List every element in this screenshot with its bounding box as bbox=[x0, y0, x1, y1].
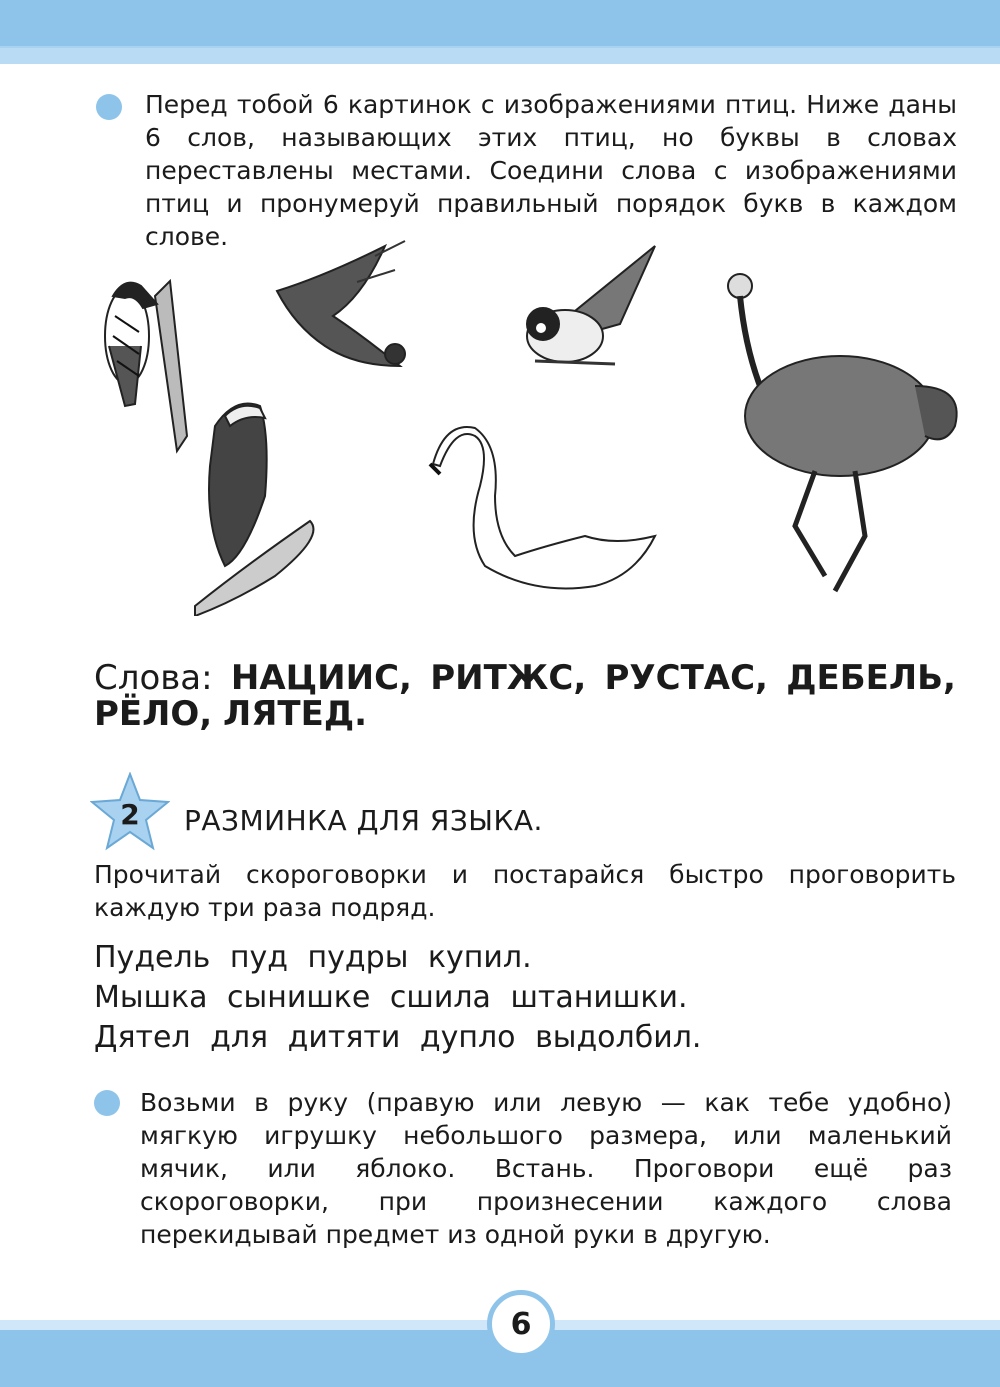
word: ЛЯТЕД. bbox=[223, 694, 368, 734]
page-number: 6 bbox=[487, 1290, 555, 1358]
word: ДЕБЕЛЬ, bbox=[786, 658, 956, 698]
word: РЁЛО, bbox=[94, 694, 213, 734]
top-band-stripe bbox=[0, 46, 1000, 64]
star-icon bbox=[90, 772, 170, 852]
tongue-twister: Дятел для дитяти дупло выдолбил. bbox=[94, 1020, 702, 1055]
section-title: РАЗМИНКА ДЛЯ ЯЗЫКА. bbox=[184, 804, 543, 837]
bullet-icon bbox=[94, 1090, 120, 1116]
swallow-illustration bbox=[277, 241, 405, 366]
task-number: 2 bbox=[120, 798, 140, 831]
word: РУСТАС, bbox=[604, 658, 768, 698]
tongue-twister: Мышка сынишке сшила штанишки. bbox=[94, 980, 688, 1015]
swan-illustration bbox=[430, 427, 655, 588]
task2-instruction: Прочитай скороговорки и постарайся быстро проговорить каждую три раза подряд. bbox=[94, 860, 956, 922]
word: РИТЖС, bbox=[430, 658, 587, 698]
eagle-illustration bbox=[195, 404, 313, 617]
titmouse-illustration bbox=[527, 246, 655, 364]
task-number-badge bbox=[90, 772, 170, 852]
words-list bbox=[94, 660, 956, 732]
bullet-icon bbox=[96, 94, 122, 120]
tongue-twister: Пудель пуд пудры купил. bbox=[94, 940, 532, 975]
ostrich-illustration bbox=[728, 274, 957, 591]
birds-illustration bbox=[95, 236, 965, 616]
exercise-instruction: Возьми в руку (правую или левую — как тебе удобно) мягкую игрушку небольшого размера, или маленький мячик, или яблоко. Встань. Проговори ещё раз скороговорки, при произнесении каждого слова перекидывай предмет из одной руки в другую. bbox=[140, 1088, 952, 1249]
word: НАЦИИС, bbox=[230, 658, 412, 698]
words-label: Слова: bbox=[94, 658, 213, 698]
woodpecker-illustration bbox=[105, 281, 187, 451]
task1-instruction: Перед тобой 6 картинок с изображениями птиц. Ниже даны 6 слов, называющих этих птиц, но буквы в словах переставлены местами. Соедини слова с изображениями птиц и пронумеруй правильный порядок букв в каждом слове. bbox=[145, 90, 957, 251]
